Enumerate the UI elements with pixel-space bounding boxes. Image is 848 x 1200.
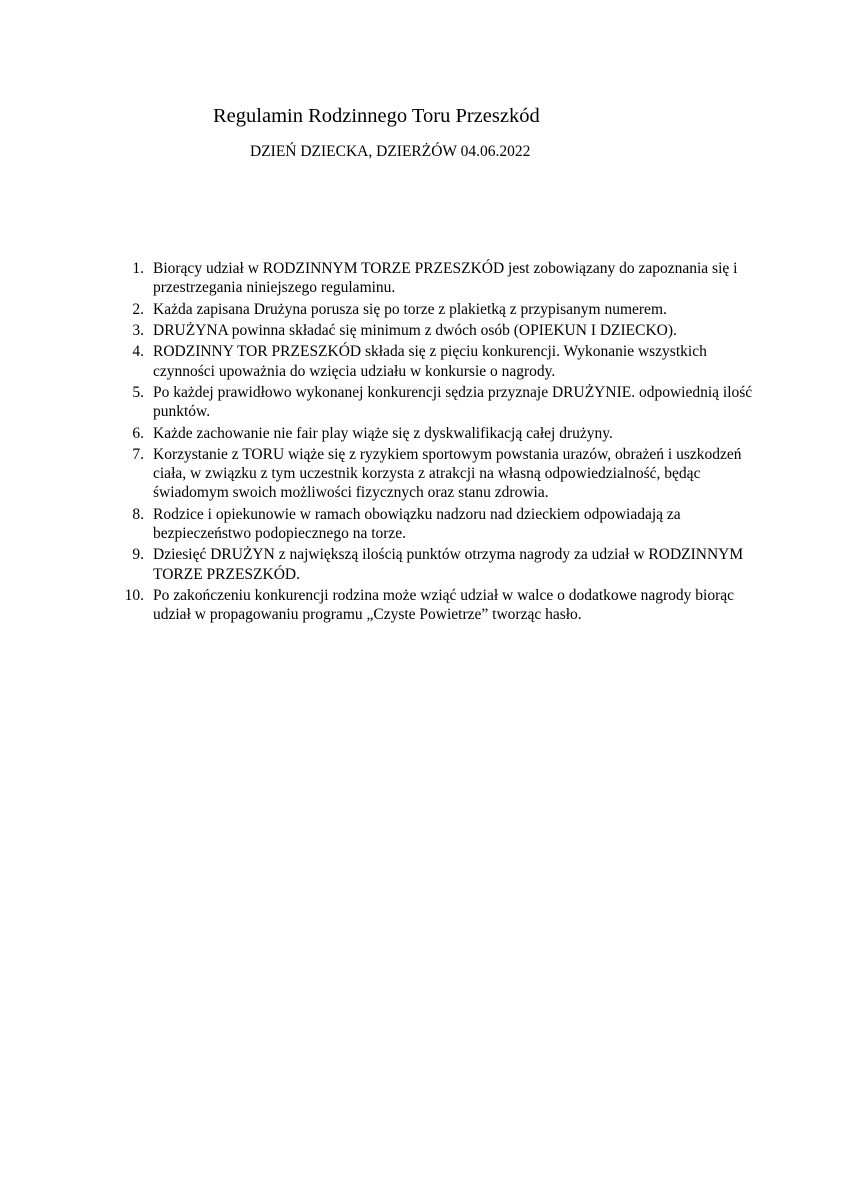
rule-text: Po zakończeniu konkurencji rodzina może wziąć udział w walce o dodatkowe nagrody biorąc udział w propagowaniu programu „Czyste Powietrze” tworząc hasło. <box>153 586 735 624</box>
rules-list <box>120 259 760 627</box>
rule-number: 7. <box>132 445 144 463</box>
rule-item <box>120 321 760 340</box>
rule-text: Każde zachowanie nie fair play wiąże się z dyskwalifikacją całej drużyny. <box>153 424 613 442</box>
rule-number: 10. <box>124 586 144 604</box>
rule-item <box>120 259 760 297</box>
rule-number: 8. <box>132 505 144 523</box>
rule-number: 1. <box>132 260 144 277</box>
rule-item <box>120 505 760 543</box>
rule-text: Dziesięć DRUŻYN z największą ilością punktów otrzyma nagrody za udział w RODZINNYM TORZE PRZESZKÓD. <box>153 546 744 583</box>
rule-text: RODZINNY TOR PRZESZKÓD składa się z pięciu konkurencji. Wykonanie wszystkich czynności upoważnia do wzięcia udziału w konkursie o nagrody. <box>153 343 707 380</box>
document-subtitle: DZIEŃ DZIECKA, DZIERŻÓW 04.06.2022 <box>250 143 531 160</box>
rule-item <box>120 586 760 624</box>
document-title: Regulamin Rodzinnego Toru Przeszkód <box>213 105 540 127</box>
rule-item <box>120 342 760 380</box>
rule-text: Każda zapisana Drużyna porusza się po torze z plakietką z przypisanym numerem. <box>153 300 667 318</box>
rule-number: 2. <box>132 300 144 318</box>
rule-text: Rodzice i opiekunowie w ramach obowiązku nadzoru nad dzieckiem odpowiadają za bezpieczeństwo podopiecznego na torze. <box>153 505 681 542</box>
rule-number: 6. <box>132 424 144 442</box>
rule-item <box>120 545 760 583</box>
rule-number: 9. <box>132 546 144 564</box>
rule-text: DRUŻYNA powinna składać się minimum z dwóch osób (OPIEKUN I DZIECKO). <box>153 321 677 339</box>
rule-number: 3. <box>132 321 144 339</box>
rule-number: 5. <box>132 383 144 401</box>
rule-item <box>120 445 760 503</box>
rule-text: Po każdej prawidłowo wykonanej konkurencji sędzia przyznaje DRUŻYNIE. odpowiednią ilość punktów. <box>153 383 753 421</box>
rule-text: Biorący udział w RODZINNYM TORZE PRZESZKÓD jest zobowiązany do zapoznania się i przestrzegania niniejszego regulaminu. <box>153 260 738 297</box>
rule-item <box>120 300 760 319</box>
rule-number: 4. <box>132 343 144 361</box>
rule-item <box>120 424 760 443</box>
rule-text: Korzystanie z TORU wiąże się z ryzykiem sportowym powstania urazów, obrażeń i uszkodzeń ciała, w związku z tym uczestnik korzysta z atrakcji na własną odpowiedzialność, będąc świadomym swoich możliwości fizycznych oraz stanu zdrowia. <box>153 445 742 502</box>
rule-item <box>120 383 760 421</box>
